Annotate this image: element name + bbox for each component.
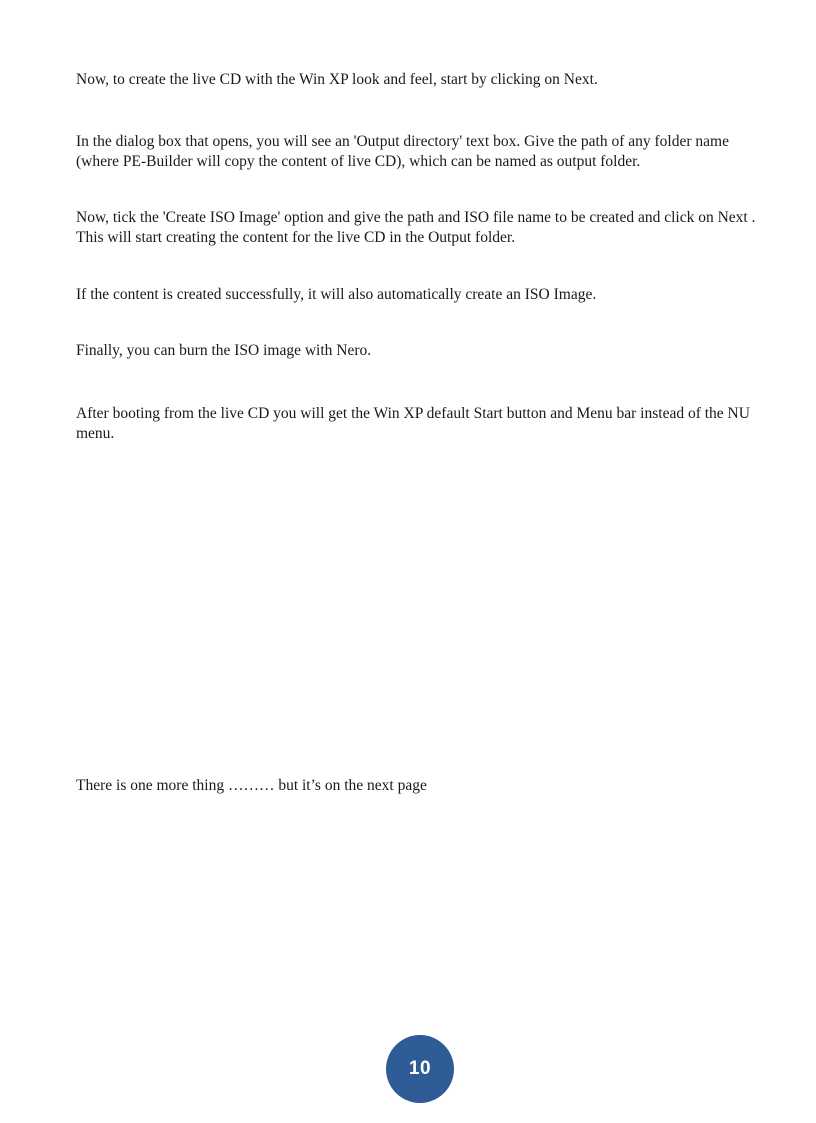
paragraph-start-next: Now, to create the live CD with the Win XP look and feel, start by clicking on Next. [76,71,598,88]
paragraph-after-booting: After booting from the live CD you will get the Win XP default Start button and Menu bar instead of the NU menu. [76,405,750,442]
paragraph-one-more-thing: There is one more thing ……… but it’s on the next page [76,777,427,794]
page-number-badge [386,1035,454,1103]
paragraph-create-iso: Now, tick the 'Create ISO Image' option and give the path and ISO file name to be created and click on Next . This will start creating the content for the live CD in the Output folder. [76,209,756,246]
paragraph-output-directory: In the dialog box that opens, you will see an 'Output directory' text box. Give the path of any folder name (where PE-Builder will copy the content of live CD), which can be named as output folder. [76,133,729,170]
page-number: 10 [408,1058,432,1079]
paragraph-content-created: If the content is created successfully, it will also automatically create an ISO Image. [76,286,597,303]
paragraph-burn-nero: Finally, you can burn the ISO image with Nero. [76,342,372,359]
